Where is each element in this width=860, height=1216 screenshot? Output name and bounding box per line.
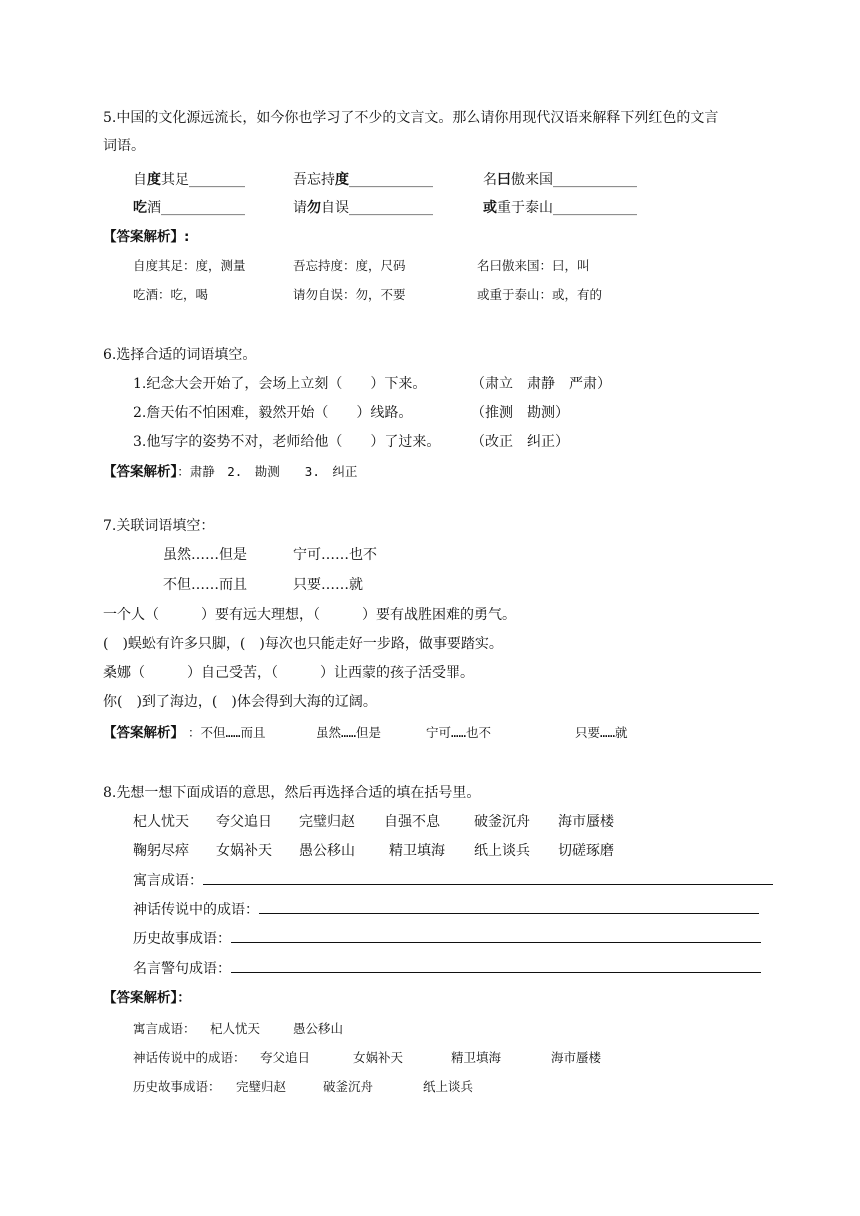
q8-answer-item: 精卫填海 <box>451 1050 502 1065</box>
q7-answer <box>103 723 763 743</box>
q8-idiom: 破釜沉舟 <box>474 814 530 830</box>
q5-answer: 吾忘持度：度，尺码 <box>293 258 406 273</box>
q8-answer-cat: 神话传说中的成语： <box>133 1050 246 1065</box>
q6-item-text: 1.纪念大会开始了，会场上立刻（ ）下来。 <box>133 376 427 392</box>
q5-answer-row-1 <box>133 256 773 276</box>
q8-category-myth <box>133 899 759 920</box>
q7-answer-item: ：不但……而且 <box>188 725 266 740</box>
q8-answer-item: 杞人忧天 <box>210 1021 261 1036</box>
q6-item-1 <box>133 374 773 394</box>
q8-answer-item: 夸父追日 <box>260 1050 311 1065</box>
q7-pair: 只要……就 <box>293 577 363 593</box>
q6-item-text: 2.詹天佑不怕困难，毅然开始（ ）线路。 <box>133 405 413 421</box>
q7-answer-label: 【答案解析】 <box>103 725 184 741</box>
q7-sentence-1: 一个人（ ）要有远大理想，（ ）要有战胜困难的勇气。 <box>103 607 516 623</box>
q8-prompt: 8.先想一想下面成语的意思，然后再选择合适的填在括号里。 <box>103 785 481 801</box>
q8-answer-item: 破釜沉舟 <box>323 1079 374 1094</box>
q8-category-label: 历史故事成语： <box>133 931 231 947</box>
q8-category-label: 名言警句成语： <box>133 961 231 977</box>
q6-item-2 <box>133 403 773 423</box>
q7-pair: 不但……而且 <box>163 577 247 593</box>
q6-prompt: 6.选择合适的词语填空。 <box>103 347 257 363</box>
q6-answer <box>103 462 357 482</box>
q8-idiom: 纸上谈兵 <box>474 843 530 859</box>
q5-row-2 <box>133 198 773 218</box>
q7-answer-item: 宁可……也不 <box>426 725 492 740</box>
q6-item-text: 3.他写字的姿势不对，老师给他（ ）了过来。 <box>133 434 441 450</box>
q5-answer: 自度其足：度，测量 <box>133 258 246 273</box>
q8-idiom: 海市蜃楼 <box>558 814 614 830</box>
q5-row-1 <box>133 170 773 190</box>
q7-answer-item: 虽然……但是 <box>316 725 382 740</box>
q5-item: 吃酒____________ <box>133 200 245 216</box>
q5-item: 或重于泰山____________ <box>483 200 637 216</box>
q5-prompt-line1: 5.中国的文化源远流长，如今你也学习了不少的文言文。那么请你用现代汉语来解释下列红色的文言 <box>103 110 719 126</box>
q7-pair-row-2 <box>163 575 463 595</box>
q6-answer-text: ：肃静 2. 勘测 3. 纠正 <box>177 464 358 479</box>
q8-idiom: 杞人忧天 <box>133 814 189 830</box>
q8-answer-item: 女娲补天 <box>353 1050 404 1065</box>
q5-answer-label: 【答案解析】: <box>103 229 190 245</box>
q8-answer-row-1 <box>133 1019 773 1039</box>
q6-item-options: （推测 勘测） <box>471 405 569 421</box>
q8-idiom: 夸父追日 <box>216 814 272 830</box>
q8-answer-cat: 寓言成语： <box>133 1021 196 1036</box>
q7-pair-row-1 <box>163 545 463 565</box>
q8-answer-item: 愚公移山 <box>293 1021 344 1036</box>
q8-answer-blank <box>231 928 761 943</box>
q6-item-3 <box>133 432 773 452</box>
q8-idiom: 女娲补天 <box>216 843 272 859</box>
q8-answer-item: 海市蜃楼 <box>551 1050 602 1065</box>
q5-item: 请勿自误____________ <box>293 200 433 216</box>
q8-idiom: 完璧归赵 <box>299 814 355 830</box>
q8-answer-row-3 <box>133 1077 773 1097</box>
q8-answer-blank <box>203 870 773 885</box>
q8-answer-blank <box>259 899 759 914</box>
q8-idiom: 精卫填海 <box>389 843 445 859</box>
q7-sentence-2: ( )蜈蚣有许多只脚，( )每次也只能走好一步路，做事要踏实。 <box>103 636 503 652</box>
q6-answer-label: 【答案解析】 <box>103 464 178 480</box>
q8-category-label: 神话传说中的成语： <box>133 902 259 918</box>
q8-answer-label: 【答案解析】 <box>103 990 178 1006</box>
q8-category-history <box>133 928 761 949</box>
q8-idioms-row-1 <box>133 812 773 832</box>
q5-answer: 吃酒：吃，喝 <box>133 287 209 302</box>
q6-item-options: （改正 纠正） <box>471 434 569 450</box>
q8-idioms-row-2 <box>133 841 773 861</box>
q7-sentence-4: 你( )到了海边，( )体会得到大海的辽阔。 <box>103 694 377 710</box>
q5-item: 吾忘持度____________ <box>293 172 433 188</box>
q8-idiom: 切磋琢磨 <box>558 843 614 859</box>
q8-answer-item: 纸上谈兵 <box>423 1079 474 1094</box>
q8-answer-row-2 <box>133 1048 773 1068</box>
q8-idiom: 鞠躬尽瘁 <box>133 843 189 859</box>
q5-prompt-line2: 词语。 <box>103 138 145 154</box>
q7-pair: 虽然……但是 <box>163 547 247 563</box>
q8-idiom: 自强不息 <box>384 814 440 830</box>
q8-category-fable <box>133 870 773 891</box>
q5-answer: 请勿自误：勿，不要 <box>293 287 406 302</box>
q6-item-options: （肃立 肃静 严肃） <box>471 376 611 392</box>
q7-sentence-3: 桑娜（ ）自己受苦，（ ）让西蒙的孩子活受罪。 <box>103 665 474 681</box>
q8-category-label: 寓言成语： <box>133 873 203 889</box>
q5-item: 自度其足________ <box>133 172 245 188</box>
q7-answer-item: 只要……就 <box>575 725 628 740</box>
q5-item: 名曰傲来国____________ <box>483 172 637 188</box>
q8-answer-colon: ： <box>177 990 191 1006</box>
q8-category-quote <box>133 958 761 979</box>
q8-answer-cat: 历史故事成语： <box>133 1079 221 1094</box>
q5-answer: 或重于泰山：或，有的 <box>477 287 603 302</box>
q7-prompt: 7.关联词语填空： <box>103 518 215 534</box>
q8-answer-item: 完璧归赵 <box>236 1079 287 1094</box>
q8-answer-blank <box>231 958 761 973</box>
q5-answer: 名曰傲来国：曰，叫 <box>477 258 590 273</box>
q7-pair: 宁可……也不 <box>293 547 377 563</box>
q5-answer-row-2 <box>133 285 773 305</box>
q8-answer-heading <box>103 988 191 1008</box>
q8-idiom: 愚公移山 <box>299 843 355 859</box>
